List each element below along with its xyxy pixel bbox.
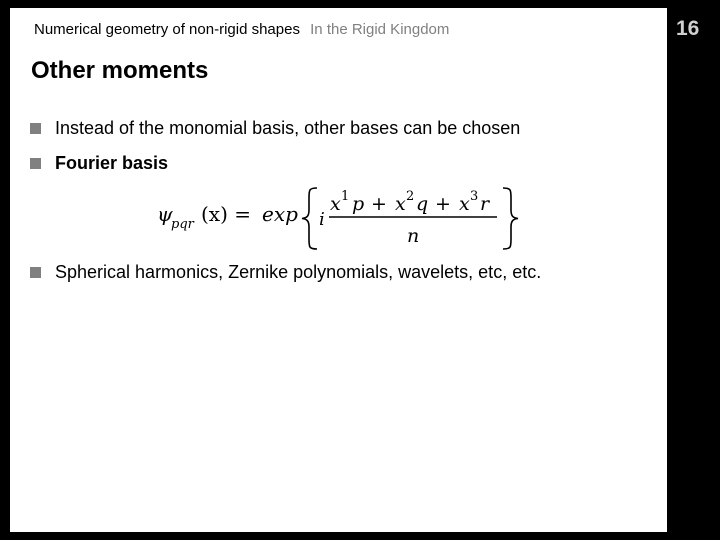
exp-function: exp bbox=[262, 202, 298, 226]
right-brace-icon bbox=[503, 188, 518, 249]
numerator-q: q bbox=[416, 193, 429, 215]
bullet-text: Fourier basis bbox=[55, 153, 169, 173]
square-bullet-icon bbox=[30, 123, 41, 134]
numerator-plus1: + bbox=[371, 193, 387, 215]
bullet-item bbox=[30, 153, 168, 174]
numerator bbox=[330, 189, 491, 215]
bullet-item bbox=[30, 262, 541, 283]
denominator: n bbox=[407, 225, 420, 247]
psi-symbol: ψ bbox=[157, 202, 173, 226]
numerator-plus2: + bbox=[435, 193, 451, 215]
section-title: In the Rigid Kingdom bbox=[310, 21, 450, 38]
square-bullet-icon bbox=[30, 267, 41, 278]
psi-subscript: pqr bbox=[171, 217, 194, 232]
bullet-text: Spherical harmonics, Zernike polynomials, wavelets, etc, etc. bbox=[55, 262, 542, 282]
square-bullet-icon bbox=[30, 158, 41, 169]
numerator-exp2: 2 bbox=[406, 189, 415, 204]
left-brace-icon bbox=[302, 188, 317, 249]
numerator-p: p bbox=[352, 193, 365, 215]
numerator-exp1: 1 bbox=[341, 189, 350, 204]
imaginary-unit: i bbox=[319, 209, 325, 230]
numerator-exp3: 3 bbox=[470, 189, 479, 204]
numerator-x2: x bbox=[395, 193, 406, 215]
course-title: Numerical geometry of non-rigid shapes bbox=[34, 21, 300, 38]
slide-title: Other moments bbox=[31, 57, 209, 84]
bullet-item bbox=[30, 118, 520, 139]
fourier-basis-formula bbox=[155, 184, 520, 254]
numerator-x1: x bbox=[330, 193, 341, 215]
slide-header bbox=[34, 21, 449, 38]
slide bbox=[10, 8, 667, 532]
numerator-x3: x bbox=[459, 193, 470, 215]
bullet-text: Instead of the monomial basis, other bases can be chosen bbox=[55, 118, 521, 138]
formula-argument: (x) = bbox=[201, 202, 251, 226]
numerator-r: r bbox=[480, 193, 490, 215]
page-number: 16 bbox=[676, 17, 700, 40]
